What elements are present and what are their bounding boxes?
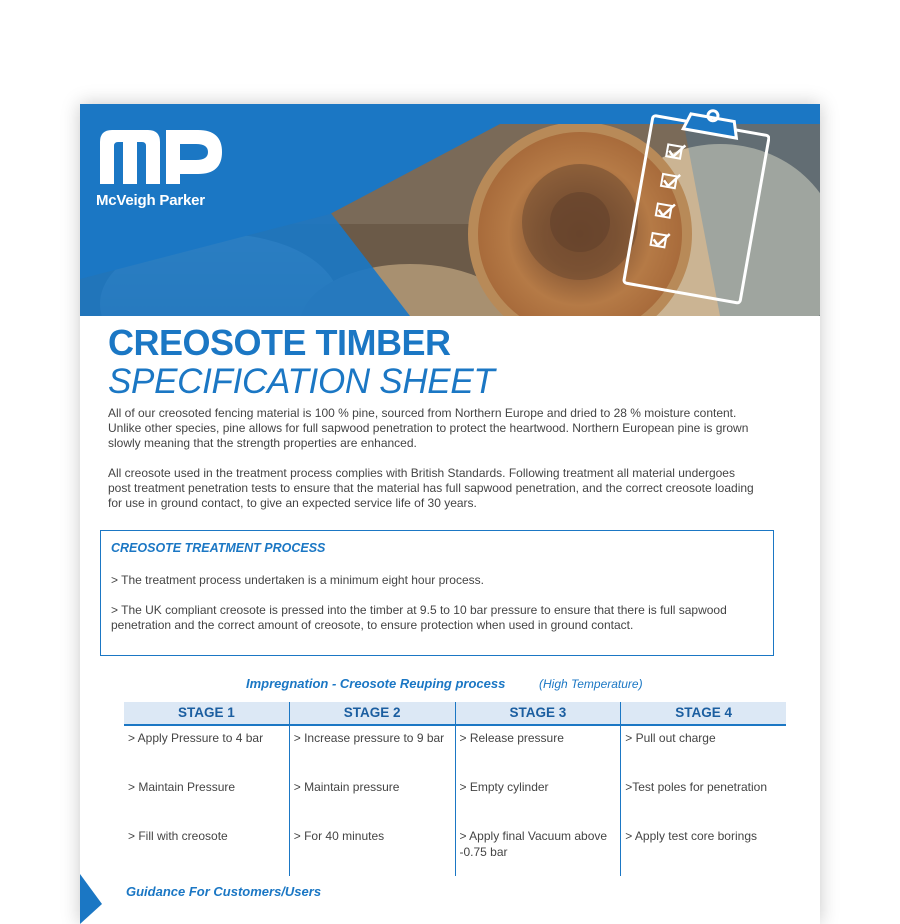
stage-1-header: STAGE 1	[124, 702, 290, 724]
stage-1-step: > Apply Pressure to 4 bar	[128, 731, 264, 745]
stage-4-step: >Test poles for penetration	[625, 780, 768, 794]
stage-3-step: > Release pressure	[459, 731, 564, 745]
stage-1-column	[124, 726, 290, 876]
brand-name: McVeigh Parker	[96, 192, 205, 209]
stage-4-step: > Pull out charge	[625, 731, 716, 745]
stage-1-step: > Fill with creosote	[128, 829, 228, 843]
stage-3-step: > Empty cylinder	[459, 780, 549, 794]
stage-2-column	[290, 726, 456, 876]
title-sub: SPECIFICATION SHEET	[108, 362, 495, 401]
stage-2-step: > Maintain pressure	[293, 780, 400, 794]
spec-sheet	[80, 104, 820, 924]
corner-accent	[80, 874, 110, 924]
stages-header-row	[124, 702, 786, 726]
stage-4-step: > Apply test core borings	[625, 829, 757, 843]
stage-3-header: STAGE 3	[456, 702, 622, 724]
header-banner	[80, 104, 820, 316]
impregnation-title: Impregnation - Creosote Reuping process	[246, 676, 506, 691]
stage-3-column	[456, 726, 622, 876]
impregnation-note: (High Temperature)	[539, 677, 643, 691]
stage-3-step: > Apply final Vacuum above -0.75 bar	[459, 829, 608, 859]
stage-1-step: > Maintain Pressure	[128, 780, 236, 794]
clipboard-checklist-icon	[620, 106, 770, 306]
intro-paragraph-2: All creosote used in the treatment process complies with British Standards. Following treatment all material undergoes post treatment penetration tests to ensure that the material has full sapwood penetration, and the correct creosote loading for use in ground contact, to give an expected service life of 30 years.	[108, 466, 754, 510]
intro-paragraph-1: All of our creosoted fencing material is 100 % pine, sourced from Northern Europe and dried to 28 % moisture content. Unlike other species, pine allows for full sapwood penetration to protect the heartwood. Northern European pine is grown slowly meaning that the strength properties are enhanced.	[108, 406, 749, 450]
stage-2-step: > For 40 minutes	[293, 829, 385, 843]
treatment-point-1: > The treatment process undertaken is a minimum eight hour process.	[111, 573, 484, 587]
guidance-title: Guidance For Customers/Users	[126, 884, 322, 899]
stage-4-header: STAGE 4	[675, 705, 732, 720]
title-main: CREOSOTE TIMBER	[108, 322, 451, 363]
treatment-process-box	[100, 530, 774, 656]
stage-2-header: STAGE 2	[290, 702, 456, 724]
stage-4-column	[621, 726, 786, 876]
stages-table	[124, 702, 786, 876]
stages-body	[124, 726, 786, 876]
treatment-box-title: CREOSOTE TREATMENT PROCESS	[111, 541, 326, 555]
mp-logo	[96, 126, 226, 188]
stage-2-step: > Increase pressure to 9 bar	[293, 731, 445, 745]
treatment-point-2: > The UK compliant creosote is pressed into the timber at 9.5 to 10 bar pressure to ensure that there is full sapwood penetration and the correct amount of creosote, to ensure protection when used in ground contact.	[111, 603, 727, 632]
